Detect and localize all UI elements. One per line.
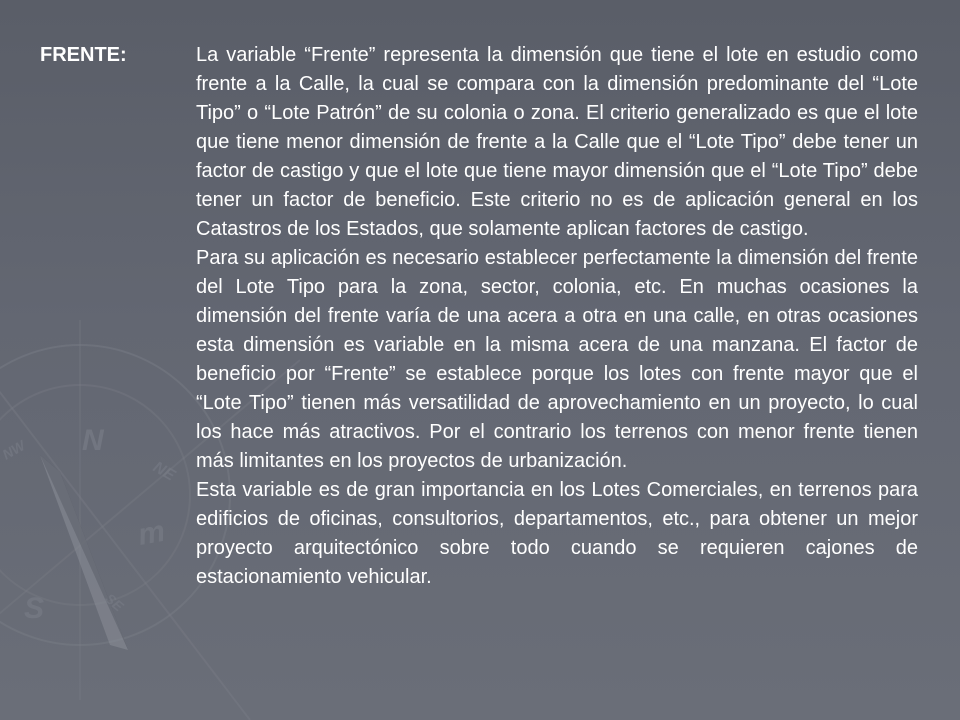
paragraph-1: La variable “Frente” representa la dimensión que tiene el lote en estudio como frente a la Calle, la cual se compara con la dimensión predominante del “Lote Tipo” o “Lote Patrón” de su colonia o zona. El criterio generalizado es que el lote que tiene menor dimensión de frente a la Calle que el “Lote Tipo” debe tener un factor de castigo y que el lote que tiene mayor dimensión que el “Lote Tipo” debe tener un factor de beneficio. Este criterio no es de aplicación general en los Catastros de los Estados, que solamente aplican factores de castigo. [196,44,918,240]
paragraph-3: Esta variable es de gran importancia en los Lotes Comerciales, en terrenos para edificios de oficinas, consultorios, departamentos, etc., para obtener un mejor proyecto arquitectónico sobre todo cuando se requieren cajones de estacionamiento vehicular. [196,479,918,588]
term-label: FRENTE: [40,44,127,66]
compass-label-s: S [24,592,45,625]
compass-label-ne: NE [150,458,178,485]
compass-label-se: SE [102,590,127,615]
compass-label-nw: NW [0,437,28,463]
paragraph-2: Para su aplicación es necesario establecer perfectamente la dimensión del frente del Lote Tipo para la zona, sector, colonia, etc. En muchas ocasiones la dimensión del frente varía de una acera a otra en una calle, en otras ocasiones esta dimensión es variable en la misma acera de una manzana. El factor de beneficio por “Frente” se establece porque los lotes con frente mayor que el “Lote Tipo” tienen más versatilidad de aprovechamiento en un proyecto, lo cual los hace más atractivos. Por el contrario los terrenos con menor frente tienen más limitantes en los proyectos de urbanización. [196,247,918,472]
definition-body [196,41,918,592]
compass-label-m: m [135,514,168,552]
compass-label-n: N [82,424,104,457]
